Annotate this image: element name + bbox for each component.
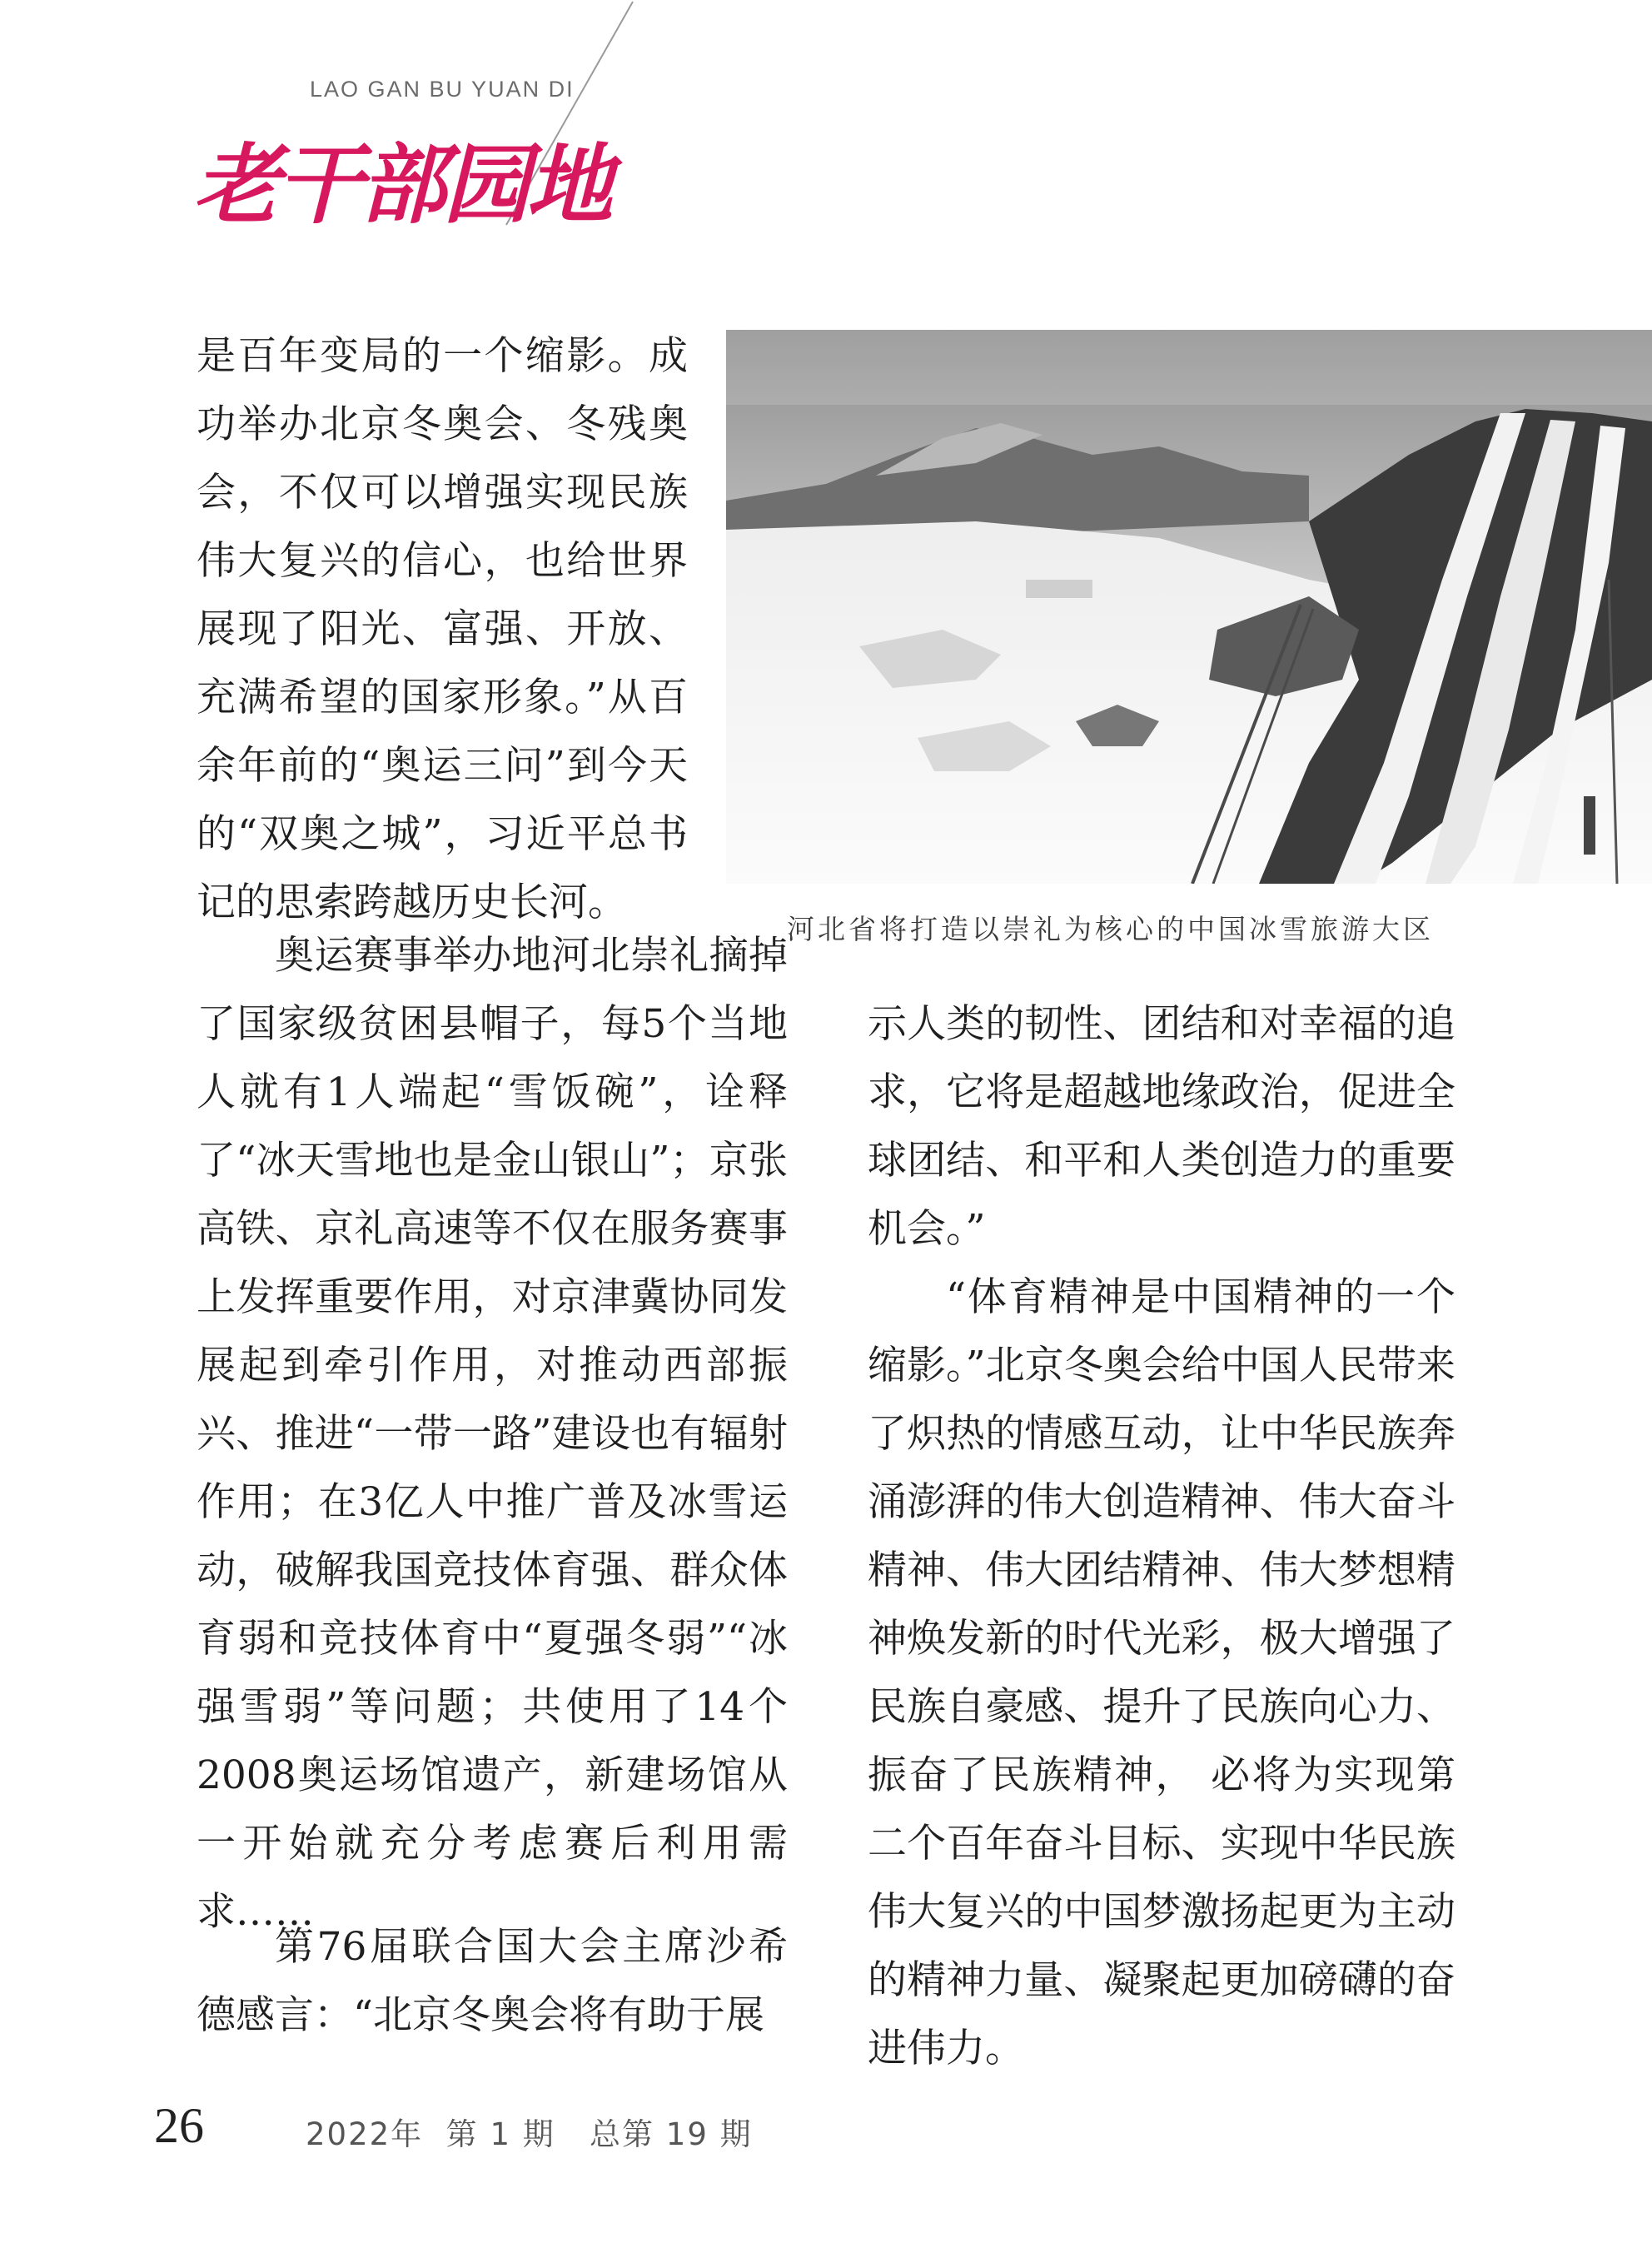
photo-caption: 河北省将打造以崇礼为核心的中国冰雪旅游大区 xyxy=(787,913,1434,945)
article-paragraph: 示人类的韧性、团结和对幸福的追求，它将是超越地缘政治，促进全球团结、和平和人类创造力的重要机会。” xyxy=(868,1001,1455,1252)
magazine-logo: 老干部园地 xyxy=(193,133,610,236)
article-paragraph: 是百年变局的一个缩影。成功举办北京冬奥会、冬残奥会，不仅可以增强实现民族伟大复兴的信心，也给世界展现了阳光、富强、开放、充满希望的国家形象。”从百余年前的“奥运三问”到今天的“双奥之城”，习近平总书记的思索跨越历史长河。 xyxy=(197,333,688,925)
page-number: 26 xyxy=(154,2098,204,2153)
article-paragraph: 奥运赛事举办地河北崇礼摘掉了国家级贫困县帽子，每5个当地人就有1人端起“雪饭碗”，诠释了“冰天雪地也是金山银山”；京张高铁、京礼高速等不仅在服务赛事上发挥重要作用，对京津冀协同发展起到牵引作用，对推动西部振兴、推进“一带一路”建设也有辐射作用；在3亿人中推广普及冰雪运动，破解我国竞技体育强、群众体育弱和竞技体育中“夏强冬弱”“冰强雪弱”等问题；共使用了14个2008奥运场馆遗产，新建场馆从一开始就充分考虑赛后利用需求…… xyxy=(197,933,788,1935)
ski-resort-illustration xyxy=(726,330,1652,884)
magazine-roman-title: LAO GAN BU YUAN DI xyxy=(310,77,575,102)
article-paragraph: “体育精神是中国精神的一个缩影。”北京冬奥会给中国人民带来了炽热的情感互动，让中华民族奔涌澎湃的伟大创造精神、伟大奋斗精神、伟大团结精神、伟大梦想精神焕发新的时代光彩，极大增强了民族自豪感、提升了民族向心力、振奋了民族精神， 必将为实现第二个百年奋斗目标、实现中华民族伟大复兴的中国梦激扬起更为主动的精神力量、凝聚起更加磅礴的奋进伟力。 xyxy=(868,1274,1455,2071)
ski-resort-photo xyxy=(726,330,1652,884)
article-paragraph: 第76届联合国大会主席沙希德感言：“北京冬奥会将有助于展 xyxy=(197,1924,788,2038)
issue-info: 2022年 第 1 期 总第 19 期 xyxy=(306,2116,753,2152)
